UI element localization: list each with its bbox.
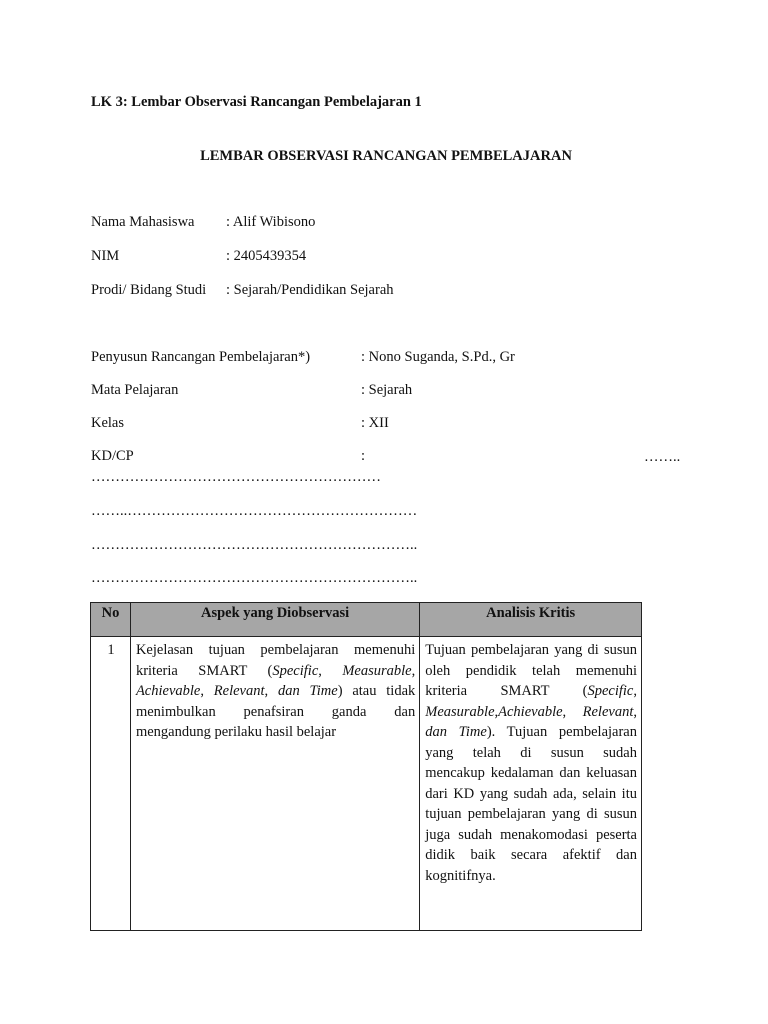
analisis-text: , (633, 703, 637, 720)
document-header: LK 3: Lembar Observasi Rancangan Pembelajaran 1 (91, 94, 422, 110)
aspek-term: dan Time (277, 683, 338, 699)
kdcp-dots-line: ……..…………………………………………………… (91, 503, 418, 519)
aspek-term: Specific (272, 662, 319, 679)
mata-pelajaran-label: Mata Pelajaran (91, 382, 179, 398)
aspek-text: , (411, 662, 416, 679)
aspek-text: ) atau tidak menimbulkan penafsiran ganda dan mengandung perilaku hasil belajar (135, 683, 416, 740)
row-number: 1 (91, 637, 131, 931)
column-header-no: No (91, 603, 131, 637)
prodi-value: : Sejarah/Pendidikan Sejarah (226, 282, 394, 298)
column-header-analisis: Analisis Kritis (420, 603, 642, 637)
document-title: LEMBAR OBSERVASI RANCANGAN PEMBELAJARAN (200, 148, 572, 164)
analisis-text: , (633, 683, 637, 699)
kdcp-label: KD/CP (91, 448, 134, 464)
analisis-text: Tujuan pembelajaran yang di susun oleh pendidik telah memenuhi kriteria SMART ( (425, 642, 637, 699)
kdcp-value: : (361, 448, 366, 464)
penyusun-label: Penyusun Rancangan Pembelajaran*) (91, 349, 311, 365)
prodi-label: Prodi/ Bidang Studi (91, 282, 207, 298)
observation-table (90, 602, 642, 931)
analisis-text: ). Tujuan pembelajaran yang telah di susun sudah mencakup kedalaman dan keluasan dari KD yang sudah ada, selain itu tujuan pembelajaran yang di susun juga sudah menakomodasi peserta didik baik secara afektif dan kognitifnya. (425, 724, 637, 884)
kdcp-dots-line: …………………………………………………… (91, 469, 381, 485)
nama-mahasiswa-value: : Alif Wibisono (226, 214, 316, 230)
penyusun-value: : Nono Suganda, S.Pd., Gr (361, 349, 515, 365)
analisis-term: Relevant (582, 703, 634, 720)
mata-pelajaran-value: : Sejarah (361, 382, 413, 398)
aspek-cell (130, 637, 419, 931)
kdcp-fill-dots: …….. (644, 449, 681, 465)
column-header-aspek: Aspek yang Diobservasi (130, 603, 419, 637)
kelas-label: Kelas (91, 415, 125, 431)
analisis-term: Measurable (425, 703, 495, 720)
analisis-term: Specific (587, 683, 634, 699)
kelas-value: : XII (361, 415, 389, 431)
analisis-term: dan Time (425, 724, 487, 740)
analisis-cell (420, 637, 642, 931)
kdcp-dots-line: ………………………………………………………….. (91, 570, 418, 586)
aspek-term: Relevant (213, 683, 265, 699)
nama-mahasiswa-label: Nama Mahasiswa (91, 214, 195, 230)
table-header-row (91, 603, 642, 637)
aspek-term: Measurable (342, 662, 412, 679)
aspek-text: Kejelasan tujuan pembelajaran memenuhi kriteria SMART ( (135, 642, 416, 679)
table-row (91, 637, 642, 931)
aspek-text: , (200, 683, 214, 699)
aspek-text: , (318, 662, 343, 679)
aspek-term: Achievable (135, 683, 201, 699)
analisis-term: Achievable (498, 703, 563, 720)
analisis-text: , (494, 703, 499, 720)
kdcp-dots-line: ………………………………………………………….. (91, 537, 418, 553)
nim-value: : 2405439354 (226, 248, 307, 264)
aspek-text: , (264, 683, 278, 699)
nim-label: NIM (91, 248, 120, 264)
analisis-text: , (562, 703, 583, 720)
